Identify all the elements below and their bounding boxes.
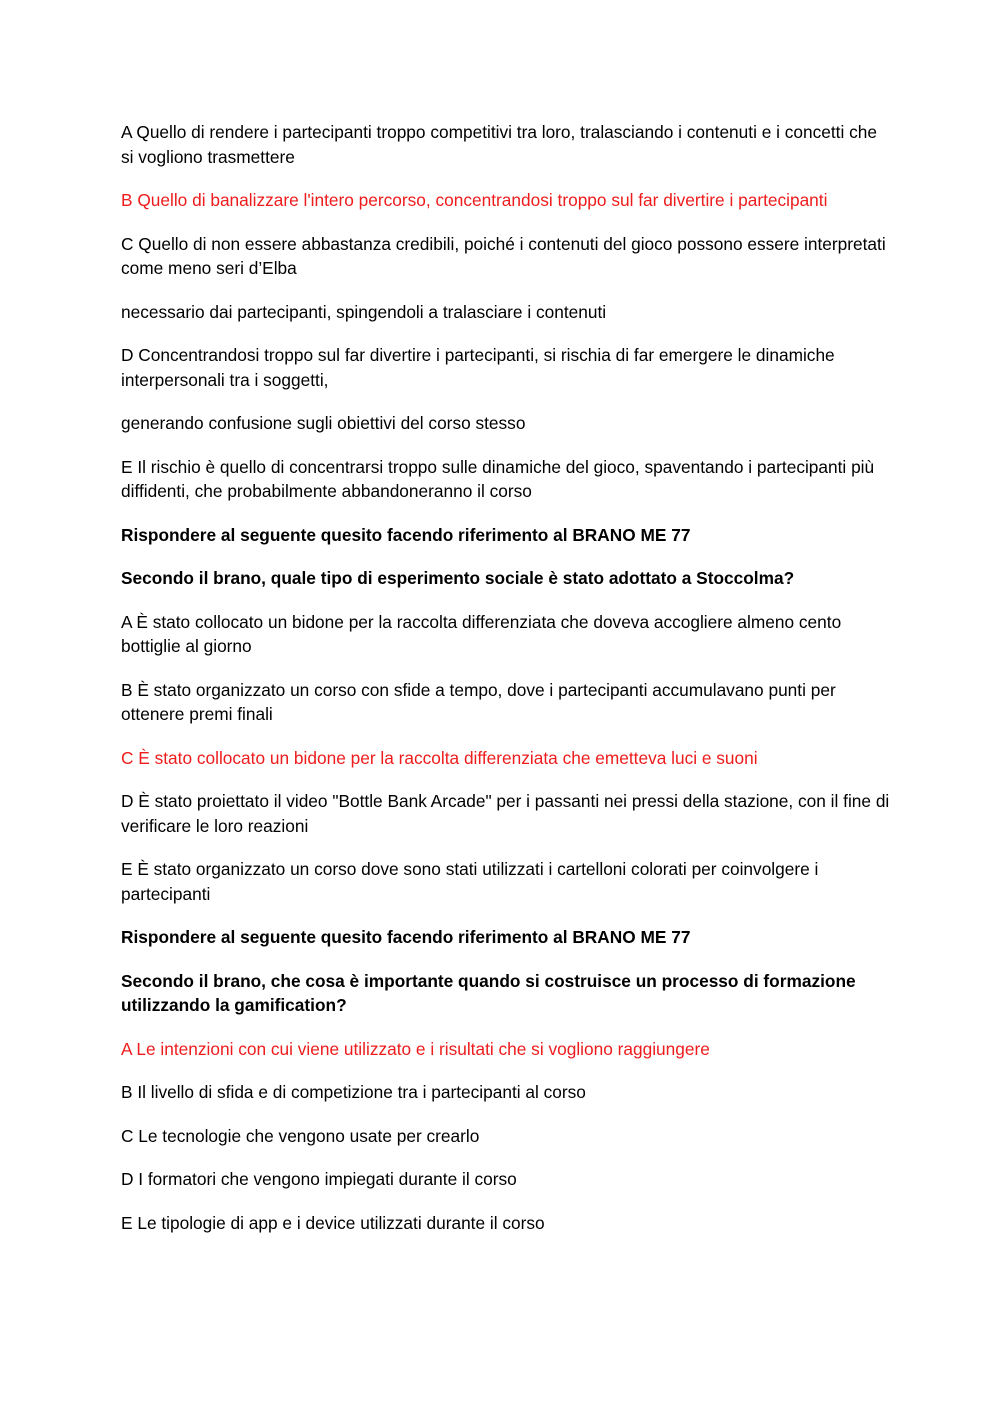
option-e-colored-posters: E È stato organizzato un corso dove sono stati utilizzati i cartelloni colorati per coinvolgere i partecipanti: [121, 859, 819, 904]
option-c-credibility: C Quello di non essere abbastanza credibili, poiché i contenuti del gioco possono essere interpretati come meno seri d’Elba: [121, 233, 886, 278]
option-d-interpersonal: D Concentrandosi troppo sul far divertire i partecipanti, si rischia di far emergere le dinamiche interpersonali tra i soggetti,: [121, 345, 835, 390]
option-a-correct-answer: A Le intenzioni con cui viene utilizzato e i risultati che si vogliono raggiungere: [121, 1038, 710, 1059]
question-instruction: Rispondere al seguente quesito facendo riferimento al BRANO ME 77: [121, 524, 691, 545]
option-d-continuation: generando confusione sugli obiettivi del corso stesso: [121, 413, 526, 433]
option-c-technologies: C Le tecnologie che vengono usate per crearlo: [121, 1125, 480, 1146]
option-e-game-dynamics: E Il rischio è quello di concentrarsi troppo sulle dinamiche del gioco, spaventando i partecipanti più diffidenti, che probabilmente abbandoneranno il corso: [121, 456, 875, 501]
option-e-apps-devices: E Le tipologie di app e i device utilizzati durante il corso: [121, 1212, 545, 1233]
option-a-bin-hundred-bottles: A È stato collocato un bidone per la raccolta differenziata che doveva accogliere almeno cento bottiglie al giorno: [121, 611, 842, 656]
question-instruction: Rispondere al seguente quesito facendo riferimento al BRANO ME 77: [121, 927, 691, 947]
question-gamification: Secondo il brano, che cosa è importante quando si costruisce un processo di formazione utilizzando la gamification?: [121, 970, 856, 1015]
option-b-correct-answer: B Quello di banalizzare l'intero percorso, concentrandosi troppo sul far divertire i partecipanti: [121, 190, 828, 210]
question-stockholm: Secondo il brano, quale tipo di esperimento sociale è stato adottato a Stoccolma?: [121, 568, 795, 588]
option-b-challenge-level: B Il livello di sfida e di competizione tra i partecipanti al corso: [121, 1082, 586, 1102]
option-a-competitive: A Quello di rendere i partecipanti troppo competitivi tra loro, tralasciando i contenuti e i concetti che si vogliono trasmettere: [121, 122, 877, 167]
option-b-timed-challenges: B È stato organizzato un corso con sfide a tempo, dove i partecipanti accumulavano punti per ottenere premi finali: [121, 679, 836, 724]
page-content: [121, 120, 891, 1254]
option-d-video-projection: D È stato proiettato il video "Bottle Bank Arcade" per i passanti nei pressi della stazione, con il fine di verificare le loro reazioni: [121, 791, 890, 836]
option-c-continuation: necessario dai partecipanti, spingendoli a tralasciare i contenuti: [121, 301, 607, 322]
option-c-correct-answer: C È stato collocato un bidone per la raccolta differenziata che emetteva luci e suoni: [121, 747, 758, 768]
option-d-trainers: D I formatori che vengono impiegati durante il corso: [121, 1169, 517, 1189]
